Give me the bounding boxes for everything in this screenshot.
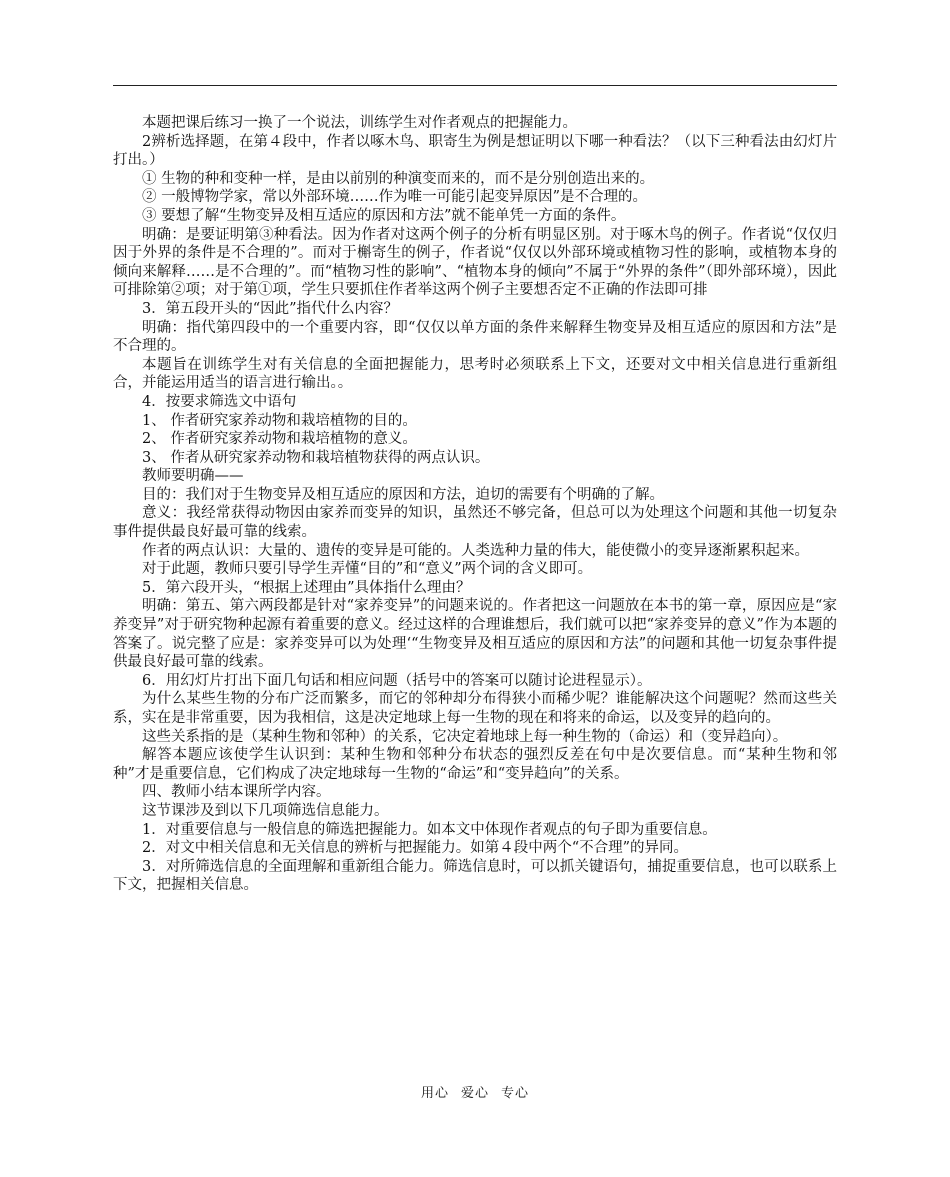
answer-6: 这些关系指的是（某种生物和邻种）的关系，它决定着地球上每一种生物的（命运）和（变异趋向）。 <box>142 728 788 745</box>
teacher-note: 教师要明确—— <box>142 468 244 485</box>
footer-word-2: 爱心 <box>460 1086 489 1101</box>
question-6: 6．用幻灯片打出下面几句话和相应问题（括号中的答案可以随讨论进程显示）。 <box>142 672 652 689</box>
question-4: 4．按要求筛选文中语句 <box>142 393 297 410</box>
answer-1: 明确：是要证明第③种看法。因为作者对这两个例子的分析有明显区别。对于啄木鸟的例子。作者说“仅仅归因于外界的条件是不合理的”。而对于槲寄生的例子，作者说“仅仅以外部环境或植物习性的影响，或植物本身的倾向来解释……是不合理的”。而“植物习性的影响”、“植物本身的倾向”不属于“外界的条件”（即外部环境），因此可排除第②项；对于第①项，学生只要抓住作者举这两个例子主要想否定不正确的作法即可排 <box>113 226 837 299</box>
note-6: 解答本题应该使学生认识到：某种生物和邻种分布状态的强烈反差在句中是次要信息。而“某种生物和邻种”才是重要信息，它们构成了决定地球每一生物的“命运”和“变异趋向”的关系。 <box>113 747 837 782</box>
question-5: 5．第六段开头，“根据上述理由”具体指什么理由？ <box>142 579 471 596</box>
document-body <box>113 114 837 895</box>
meaning: 意义：我经常获得动物因由家养而变异的知识，虽然还不够完备，但总可以为处理这个问题和其他一切复杂事件提供最良好最可靠的线索。 <box>113 505 837 541</box>
purpose: 目的：我们对于生物变异及相互适应的原因和方法，迫切的需要有个明确的了解。 <box>142 486 664 503</box>
paragraph-1: 本题把课后练习一换了一个说法，训练学生对作者观点的把握能力。 <box>142 115 577 131</box>
section-4-heading: 四、教师小结本课所学内容。 <box>142 784 331 801</box>
option-2: ② 一般博物学家，常以外部环境……作为唯一可能引起变异原因”是不合理的。 <box>142 189 648 206</box>
option-3: ③ 要想了解“生物变异及相互适应的原因和方法”就不能单凭一方面的条件。 <box>142 207 626 224</box>
question-3: 3．第五段开头的“因此”指代什么内容？ <box>142 300 399 317</box>
item-4-2: 2、 作者研究家养动物和栽培植物的意义。 <box>142 431 417 448</box>
summary-3: 3．对所筛选信息的全面理解和重新组合能力。筛选信息时，可以抓关键语句，捕捉重要信息，也可以联系上下文，把握相关信息。 <box>113 858 837 894</box>
note-3: 本题旨在训练学生对有关信息的全面把握能力，思考时必须联系上下文，还要对文中相关信息进行重新组合，并能运用适当的语言进行输出。。 <box>113 356 837 392</box>
answer-3: 明确：指代第四段中的一个重要内容，即“仅仅以单方面的条件来解释生物变异及相互适应的原因和方法”是不合理的。 <box>113 319 837 355</box>
summary-2: 2．对文中相关信息和无关信息的辨析与把握能力。如第４段中两个“不合理”的异同。 <box>142 840 689 857</box>
option-1: ① 生物的种和变种一样，是由以前别的种演变而来的，而不是分别创造出来的。 <box>142 170 655 187</box>
two-insights: 作者的两点认识：大量的、遗传的变异是可能的。人类选种力量的伟大，能使微小的变异逐渐累积起来。 <box>142 542 809 559</box>
item-4-3: 3、 作者从研究家养动物和栽培植物获得的两点认识。 <box>142 449 490 466</box>
note-4: 对于此题，教师只要引导学生弄懂“目的”和“意义”两个词的含义即可。 <box>142 561 593 578</box>
quote-6: 为什么某些生物的分布广泛而繁多，而它的邻种却分布得狭小而稀少呢？谁能解决这个问题呢？然而这些关系，实在是非常重要，因为我相信，这是决定地球上每一生物的现在和将来的命运，以及变异的趋向的。 <box>113 691 837 726</box>
paragraph-2: 2辨析选择题，在第４段中，作者以啄木鸟、职寄生为例是想证明以下哪一种看法？（以下三种看法由幻灯片打出。） <box>113 133 837 169</box>
item-4-1: 1、 作者研究家养动物和栽培植物的目的。 <box>142 412 417 429</box>
footer-word-3: 专心 <box>501 1086 530 1101</box>
summary-intro: 这节课涉及到以下几项筛选信息能力。 <box>142 802 389 819</box>
page-footer <box>0 1082 950 1101</box>
header-rule <box>113 85 837 86</box>
footer-word-1: 用心 <box>420 1086 449 1101</box>
answer-5: 明确：第五、第六两段都是针对“家养变异”的问题来说的。作者把这一问题放在本书的第一章，原因应是“家养变异”对于研究物种起源有着重要的意义。经过这样的合理谁想后，我们就可以把“家养变异的意义”作为本题的答案了。说完整了应是：家养变异可以为处理‘“生物变异及相互适应的原因和方法”的问题和其他一切复杂事件提供最良好最可靠的线索。 <box>113 598 837 671</box>
summary-1: 1．对重要信息与一般信息的筛选把握能力。如本文中体现作者观点的句子即为重要信息。 <box>142 821 717 838</box>
